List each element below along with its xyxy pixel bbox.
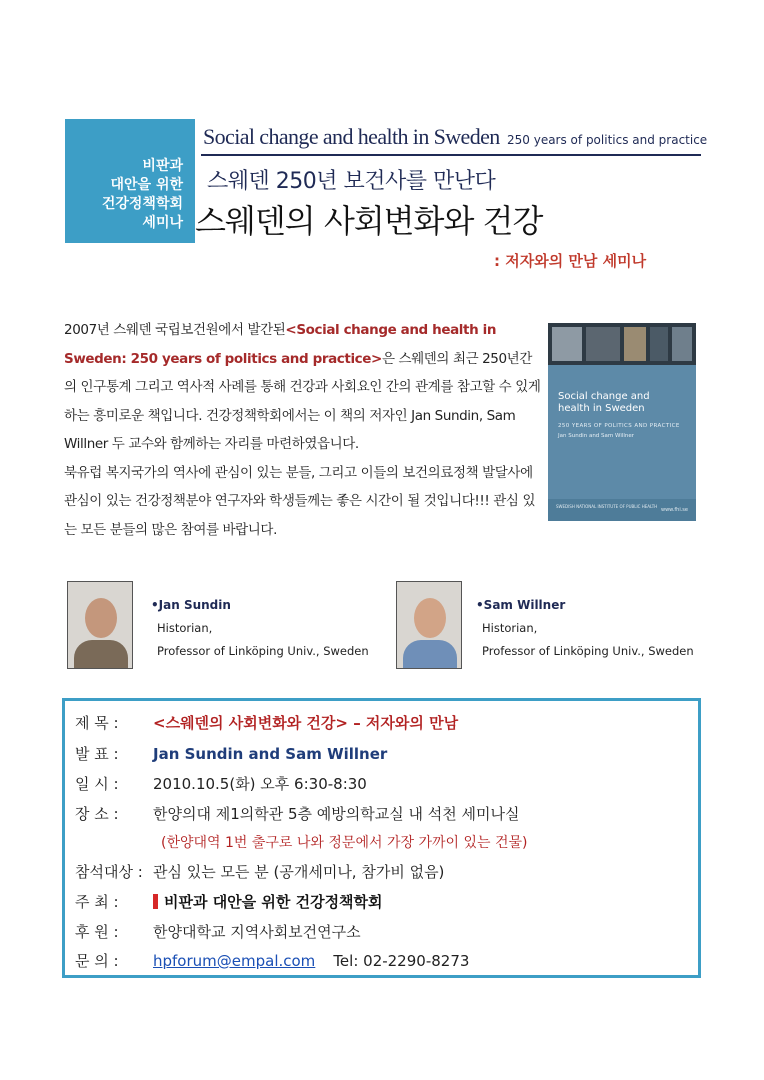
speaker-role: Historian, [157, 621, 213, 635]
badge-line: 대안을 위한 [110, 177, 183, 193]
red-marker-icon [153, 894, 158, 909]
host-value: 비판과 대안을 위한 건강정책학회 [164, 893, 383, 911]
place-value: 한양의대 제1의학관 5층 예방의학교실 내 석천 세미나실 [153, 805, 520, 823]
book-cover-image [548, 323, 696, 521]
contact-phone: Tel: 02-2290-8273 [333, 952, 470, 970]
intro-text-start: 2007년 스웨덴 국립보건원에서 발간된 [64, 322, 286, 338]
presenter-value: Jan Sundin and Sam Willner [153, 745, 388, 763]
book-title-line: Social change and [558, 391, 650, 402]
seminar-tagline: : 저자와의 만남 세미나 [494, 252, 647, 270]
speaker-name: •Jan Sundin [151, 598, 231, 612]
info-row-contact [75, 950, 469, 971]
info-label: 후 원 : [75, 923, 119, 941]
info-row-presenter [75, 743, 387, 764]
info-label: 문 의 : [75, 952, 119, 970]
speaker-affiliation: Professor of Linköping Univ., Sweden [482, 644, 694, 658]
date-value: 2010.10.5(화) 오후 6:30-8:30 [153, 775, 367, 793]
korean-subtitle: 스웨덴 250년 보건사를 만난다 [207, 169, 496, 194]
cover-photo-strip [548, 323, 696, 365]
badge-line: 건강정책학회 [101, 196, 183, 212]
jacket [74, 640, 128, 669]
info-row-title [75, 712, 458, 733]
speaker-photo-sam-willner [396, 581, 462, 669]
english-subtitle: 250 years of politics and practice [507, 133, 708, 147]
face [85, 598, 117, 638]
info-row-sponsor [75, 921, 361, 942]
badge-line: 세미나 [142, 215, 183, 231]
book-title-line: health in Sweden [558, 403, 645, 414]
intro-text [64, 316, 542, 544]
book-publisher: SWEDISH NATIONAL INSTITUTE OF PUBLIC HEALTH [556, 504, 658, 509]
english-title: Social change and health in Sweden [203, 124, 500, 149]
book-url: www.fhi.se [661, 507, 688, 513]
sponsor-value: 한양대학교 지역사회보건연구소 [153, 923, 361, 941]
book-authors: Jan Sundin and Sam Willner [558, 433, 635, 439]
header-divider [201, 154, 701, 156]
book-subtitle: 250 YEARS OF POLITICS AND PRACTICE [558, 423, 680, 429]
badge-line: 비판과 [142, 158, 183, 174]
info-label: 참석대상 : [75, 863, 143, 881]
info-row-audience [75, 861, 444, 882]
book-title [558, 391, 650, 415]
seminar-info-box [62, 698, 701, 978]
info-label: 제 목 : [75, 714, 119, 732]
speaker-affiliation: Professor of Linköping Univ., Sweden [157, 644, 369, 658]
intro-paragraph-2: 북유럽 복지국가의 역사에 관심이 있는 분들, 그리고 이들의 보건의료정책 발달사에 관심이 있는 건강정책분야 연구자와 학생들께는 좋은 시간이 될 것입니다!!! 관심 있는 모든 분들의 많은 참여를 바랍니다. [64, 464, 536, 538]
info-row-place [75, 803, 519, 824]
speaker-name: •Sam Willner [476, 598, 566, 612]
info-label: 장 소 : [75, 805, 119, 823]
info-label: 일 시 : [75, 775, 119, 793]
page-title: 스웨덴의 사회변화와 건강 [195, 202, 543, 240]
book-title-highlight: <Social change and health in Sweden: 250 years of politics and practice> [64, 322, 497, 367]
info-label: 발 표 : [75, 745, 119, 763]
jacket [403, 640, 457, 669]
audience-value: 관심 있는 모든 분 (공개세미나, 참가비 없음) [153, 863, 445, 881]
speaker-role: Historian, [482, 621, 538, 635]
place-note: (한양대역 1번 출구로 나와 정문에서 가장 가까이 있는 건물) [161, 835, 528, 851]
contact-email-link[interactable]: hpforum@empal.com [153, 952, 316, 970]
intro-text-rest: 은 스웨덴의 최근 250년간의 인구통계 그리고 역사적 사례를 통해 건강과 사회요인 간의 관계를 참고할 수 있게 하는 흥미로운 책입니다. 건강정책학회에서는 이 책의 저자인 Jan Sundin, Sam Willner 두 교수와 함께하는 자리를 마련하였읍니다. [64, 350, 541, 452]
info-row-date [75, 773, 367, 794]
seminar-badge [65, 119, 195, 243]
face [414, 598, 446, 638]
info-row-host [75, 891, 383, 912]
info-label: 주 최 : [75, 893, 119, 911]
intro-paragraph-1 [64, 316, 542, 459]
seminar-title-value: <스웨덴의 사회변화와 건강> – 저자와의 만남 [153, 714, 459, 732]
speaker-photo-jan-sundin [67, 581, 133, 669]
